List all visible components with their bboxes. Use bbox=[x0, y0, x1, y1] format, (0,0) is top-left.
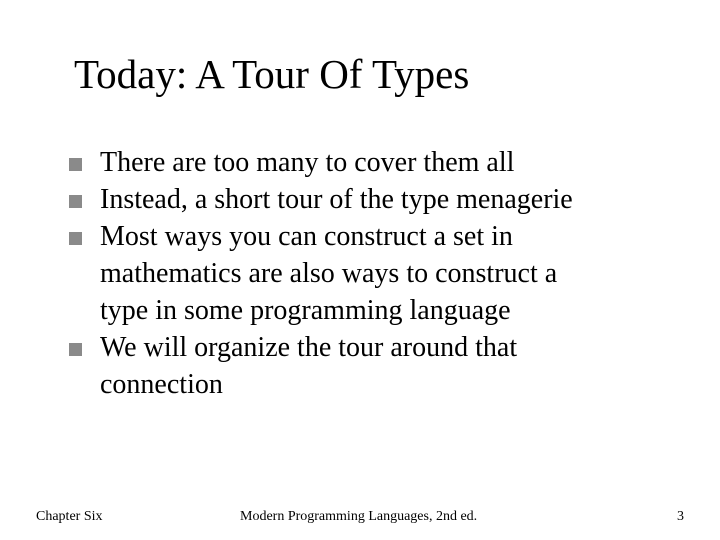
slide-title: Today: A Tour Of Types bbox=[74, 51, 470, 97]
bullet-text-line: We will organize the tour around that bbox=[100, 332, 518, 363]
footer-chapter: Chapter Six bbox=[36, 509, 103, 524]
bullet-text: Instead, a short tour of the type menagerie bbox=[100, 184, 573, 215]
bullet-item bbox=[64, 329, 573, 403]
square-bullet-icon bbox=[69, 232, 82, 245]
bullet-text-line: mathematics are also ways to construct a bbox=[100, 258, 558, 289]
footer-page-number: 3 bbox=[677, 509, 684, 524]
square-bullet-icon bbox=[69, 343, 82, 356]
bullet-text-line: connection bbox=[100, 369, 223, 400]
bullet-item bbox=[64, 144, 573, 181]
bullet-text-line: type in some programming language bbox=[100, 295, 511, 326]
footer-book-title: Modern Programming Languages, 2nd ed. bbox=[240, 509, 478, 524]
bullet-item bbox=[64, 218, 573, 329]
bullet-text: There are too many to cover them all bbox=[100, 147, 515, 178]
square-bullet-icon bbox=[69, 195, 82, 208]
bullet-list bbox=[64, 144, 573, 403]
bullet-item bbox=[64, 181, 573, 218]
square-bullet-icon bbox=[69, 158, 82, 171]
bullet-text-line: Most ways you can construct a set in bbox=[100, 221, 513, 252]
